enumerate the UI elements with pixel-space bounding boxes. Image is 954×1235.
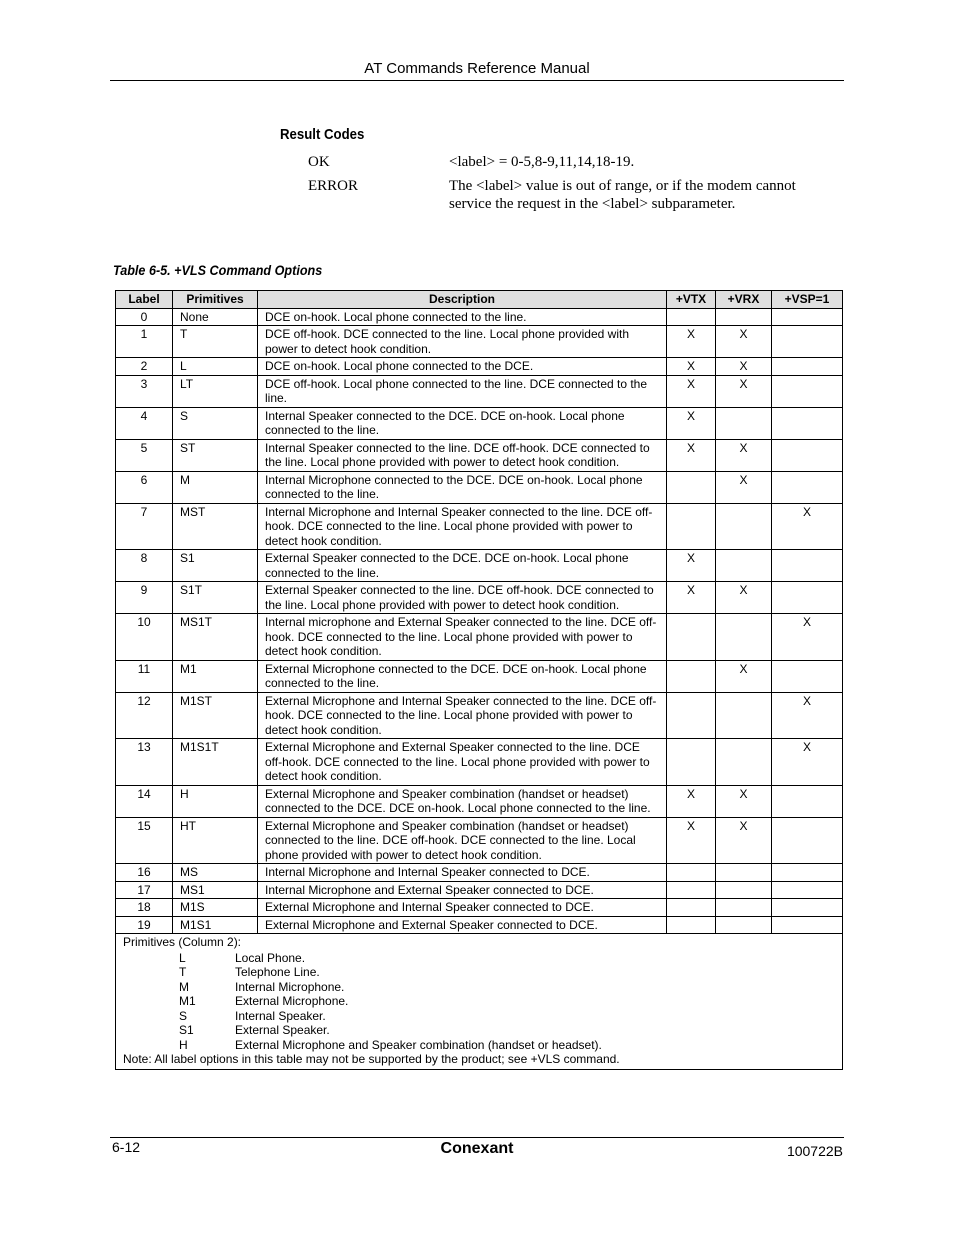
primitives-cell: S1T: [173, 582, 258, 614]
primitives-cell: None: [173, 308, 258, 326]
vtx-cell: X: [667, 550, 716, 582]
primitives-cell: M1S: [173, 899, 258, 917]
label-cell: 7: [116, 503, 173, 550]
description-cell: External Speaker connected to the DCE. DCE on-hook. Local phone connected to the line.: [258, 550, 667, 582]
vsp-cell: X: [772, 739, 843, 786]
vrx-cell: X: [716, 358, 772, 376]
primitives-cell: LT: [173, 375, 258, 407]
vrx-cell: X: [716, 375, 772, 407]
vsp-cell: X: [772, 692, 843, 739]
vrx-cell: [716, 308, 772, 326]
vrx-cell: X: [716, 326, 772, 358]
vsp-cell: [772, 326, 843, 358]
legend-item: [123, 1038, 835, 1053]
vsp-cell: X: [772, 503, 843, 550]
label-cell: 1: [116, 326, 173, 358]
vsp-cell: [772, 407, 843, 439]
vsp-cell: [772, 582, 843, 614]
running-header-title: AT Commands Reference Manual: [364, 60, 590, 77]
legend-code: L: [179, 950, 186, 965]
table-row: [116, 326, 843, 358]
table-row: [116, 308, 843, 326]
primitives-cell: MST: [173, 503, 258, 550]
vtx-cell: [667, 503, 716, 550]
vtx-cell: X: [667, 439, 716, 471]
legend-item: [123, 1009, 835, 1024]
vtx-cell: [667, 881, 716, 899]
vtx-cell: [667, 899, 716, 917]
description-cell: Internal Microphone connected to the DCE. DCE on-hook. Local phone connected to the line.: [258, 471, 667, 503]
description-cell: External Microphone connected to the DCE. DCE on-hook. Local phone connected to the line.: [258, 660, 667, 692]
vtx-cell: [667, 739, 716, 786]
primitives-cell: M1: [173, 660, 258, 692]
legend-item: [123, 994, 835, 1009]
vtx-cell: X: [667, 785, 716, 817]
primitives-legend: [123, 951, 835, 1053]
primitives-cell: T: [173, 326, 258, 358]
vtx-cell: [667, 471, 716, 503]
description-cell: External Microphone and Speaker combination (handset or headset) connected to the DCE. DCE on-hook. Local phone connected to the line.: [258, 785, 667, 817]
primitives-cell: HT: [173, 817, 258, 864]
label-cell: 8: [116, 550, 173, 582]
table-row: [116, 739, 843, 786]
result-codes-heading: Result Codes: [280, 126, 365, 143]
table-caption: Table 6-5. +VLS Command Options: [113, 262, 323, 278]
document-number: 100722B: [786, 1143, 843, 1159]
label-cell: 19: [116, 916, 173, 934]
table-row: [116, 864, 843, 882]
vtx-cell: X: [667, 582, 716, 614]
label-cell: 17: [116, 881, 173, 899]
description-cell: Internal Speaker connected to the DCE. DCE on-hook. Local phone connected to the line.: [258, 407, 667, 439]
primitives-cell: M1S1: [173, 916, 258, 934]
vsp-cell: [772, 471, 843, 503]
table-row: [116, 660, 843, 692]
legend-code: M1: [179, 994, 196, 1008]
primitives-cell: MS1T: [173, 614, 258, 661]
description-cell: External Microphone and Internal Speaker connected to the line. DCE off-hook. DCE connected to the line. Local phone provided with power to detect hook condition.: [258, 692, 667, 739]
vsp-cell: [772, 881, 843, 899]
table-row: [116, 817, 843, 864]
description-cell: Internal microphone and External Speaker connected to the line. DCE off-hook. DCE connected to the line. Local phone provided with power to detect hook condition.: [258, 614, 667, 661]
primitives-cell: MS1: [173, 881, 258, 899]
vrx-cell: [716, 407, 772, 439]
legend-item: [123, 980, 835, 995]
legend-meaning: External Microphone.: [235, 994, 349, 1008]
table-row: [116, 503, 843, 550]
label-cell: 16: [116, 864, 173, 882]
legend-code: M: [179, 979, 189, 994]
label-cell: 13: [116, 739, 173, 786]
legend-meaning: Telephone Line.: [235, 965, 320, 979]
table-row: [116, 614, 843, 661]
vrx-cell: X: [716, 660, 772, 692]
notes-cell: [116, 934, 843, 1070]
result-code-row: [308, 177, 838, 217]
vtx-cell: [667, 660, 716, 692]
vrx-cell: [716, 503, 772, 550]
column-header: +VTX: [667, 291, 716, 309]
vsp-cell: [772, 308, 843, 326]
legend-code: S: [179, 1008, 188, 1023]
vtx-cell: [667, 864, 716, 882]
vsp-cell: [772, 660, 843, 692]
vsp-cell: [772, 899, 843, 917]
label-cell: 4: [116, 407, 173, 439]
vrx-cell: [716, 864, 772, 882]
vtx-cell: X: [667, 326, 716, 358]
description-cell: Internal Microphone and Internal Speaker connected to DCE.: [258, 864, 667, 882]
header-rule: [110, 80, 844, 81]
legend-code: T: [179, 965, 187, 979]
vrx-cell: X: [716, 582, 772, 614]
vsp-cell: X: [772, 614, 843, 661]
description-cell: DCE on-hook. Local phone connected to the DCE.: [258, 358, 667, 376]
label-cell: 14: [116, 785, 173, 817]
primitives-cell: M1ST: [173, 692, 258, 739]
primitives-cell: S1: [173, 550, 258, 582]
vls-options-table: [115, 290, 843, 1070]
description-cell: External Microphone and Internal Speaker connected to DCE.: [258, 899, 667, 917]
vsp-cell: [772, 864, 843, 882]
primitives-cell: MS: [173, 864, 258, 882]
primitives-cell: M: [173, 471, 258, 503]
column-header: +VSP=1: [772, 291, 843, 309]
vrx-cell: [716, 739, 772, 786]
legend-meaning: External Microphone and Speaker combination (handset or headset).: [235, 1037, 602, 1052]
label-cell: 18: [116, 899, 173, 917]
footer-brand: Conexant: [440, 1140, 514, 1157]
vrx-cell: X: [716, 817, 772, 864]
label-cell: 10: [116, 614, 173, 661]
vsp-cell: [772, 916, 843, 934]
legend-code: H: [179, 1037, 188, 1052]
legend-meaning: Internal Microphone.: [235, 979, 345, 994]
primitives-heading: Primitives (Column 2):: [123, 935, 242, 949]
table-row: [116, 358, 843, 376]
label-cell: 0: [116, 308, 173, 326]
vrx-cell: [716, 550, 772, 582]
column-header: Description: [258, 291, 667, 309]
vsp-cell: [772, 375, 843, 407]
description-cell: External Microphone and External Speaker connected to the line. DCE off-hook. DCE connected to the line. Local phone provided with power to detect hook condition.: [258, 739, 667, 786]
vrx-cell: X: [716, 439, 772, 471]
primitives-cell: M1S1T: [173, 739, 258, 786]
label-cell: 3: [116, 375, 173, 407]
table-note: Note: All label options in this table may not be supported by the product; see +VLS command.: [123, 1052, 620, 1066]
vtx-cell: X: [667, 817, 716, 864]
legend-meaning: External Speaker.: [235, 1023, 330, 1037]
vtx-cell: X: [667, 407, 716, 439]
vsp-cell: [772, 817, 843, 864]
vtx-cell: X: [667, 375, 716, 407]
vrx-cell: [716, 614, 772, 661]
footer-rule: [110, 1137, 844, 1138]
vtx-cell: [667, 692, 716, 739]
legend-item: [123, 1023, 835, 1038]
table-row: [116, 916, 843, 934]
table-row: [116, 582, 843, 614]
vtx-cell: X: [667, 358, 716, 376]
result-code: OK: [308, 154, 330, 170]
legend-code: S1: [179, 1023, 194, 1037]
table-row: [116, 439, 843, 471]
label-cell: 15: [116, 817, 173, 864]
vsp-cell: [772, 785, 843, 817]
vsp-cell: [772, 358, 843, 376]
description-cell: DCE on-hook. Local phone connected to the line.: [258, 308, 667, 326]
vsp-cell: [772, 550, 843, 582]
primitives-cell: ST: [173, 439, 258, 471]
notes-row: [116, 934, 843, 1070]
table-row: [116, 407, 843, 439]
label-cell: 5: [116, 439, 173, 471]
primitives-cell: L: [173, 358, 258, 376]
table-header-row: [116, 291, 843, 309]
legend-meaning: Internal Speaker.: [235, 1008, 326, 1023]
column-header: Label: [116, 291, 173, 309]
description-cell: Internal Speaker connected to the line. DCE off-hook. DCE connected to the line. Local phone provided with power to detect hook condition.: [258, 439, 667, 471]
legend-item: [123, 965, 835, 980]
description-cell: Internal Microphone and External Speaker connected to DCE.: [258, 881, 667, 899]
column-header: Primitives: [173, 291, 258, 309]
vrx-cell: [716, 881, 772, 899]
table-row: [116, 785, 843, 817]
label-cell: 11: [116, 660, 173, 692]
label-cell: 6: [116, 471, 173, 503]
vrx-cell: [716, 899, 772, 917]
description-cell: DCE off-hook. Local phone connected to the line. DCE connected to the line.: [258, 375, 667, 407]
primitives-cell: S: [173, 407, 258, 439]
table-row: [116, 375, 843, 407]
table-row: [116, 550, 843, 582]
column-header: +VRX: [716, 291, 772, 309]
description-cell: External Speaker connected to the line. DCE off-hook. DCE connected to the line. Local phone provided with power to detect hook condition.: [258, 582, 667, 614]
vrx-cell: [716, 692, 772, 739]
vtx-cell: [667, 308, 716, 326]
description-cell: DCE off-hook. DCE connected to the line. Local phone provided with power to detect hook condition.: [258, 326, 667, 358]
result-code: ERROR: [308, 178, 359, 194]
table-row: [116, 692, 843, 739]
vrx-cell: X: [716, 471, 772, 503]
label-cell: 2: [116, 358, 173, 376]
label-cell: 9: [116, 582, 173, 614]
description-cell: External Microphone and External Speaker connected to DCE.: [258, 916, 667, 934]
result-code-description: <label> = 0-5,8-9,11,14,18-19.: [449, 154, 635, 170]
description-cell: External Microphone and Speaker combination (handset or headset) connected to the line. DCE off-hook. DCE connected to the line. Local phone provided with power to detect hook condition.: [258, 817, 667, 864]
label-cell: 12: [116, 692, 173, 739]
legend-meaning: Local Phone.: [235, 950, 306, 965]
vtx-cell: [667, 614, 716, 661]
legend-item: [123, 951, 835, 966]
vsp-cell: [772, 439, 843, 471]
description-cell: Internal Microphone and Internal Speaker connected to the line. DCE off-hook. DCE connected to the line. Local phone provided with power to detect hook condition.: [258, 503, 667, 550]
primitives-cell: H: [173, 785, 258, 817]
vtx-cell: [667, 916, 716, 934]
table-row: [116, 471, 843, 503]
vrx-cell: [716, 916, 772, 934]
vrx-cell: X: [716, 785, 772, 817]
result-code-description: The <label> value is out of range, or if the modem cannot service the request in the <label> subparameter.: [449, 178, 796, 212]
page-number: 6-12: [112, 1139, 141, 1155]
table-row: [116, 881, 843, 899]
table-row: [116, 899, 843, 917]
